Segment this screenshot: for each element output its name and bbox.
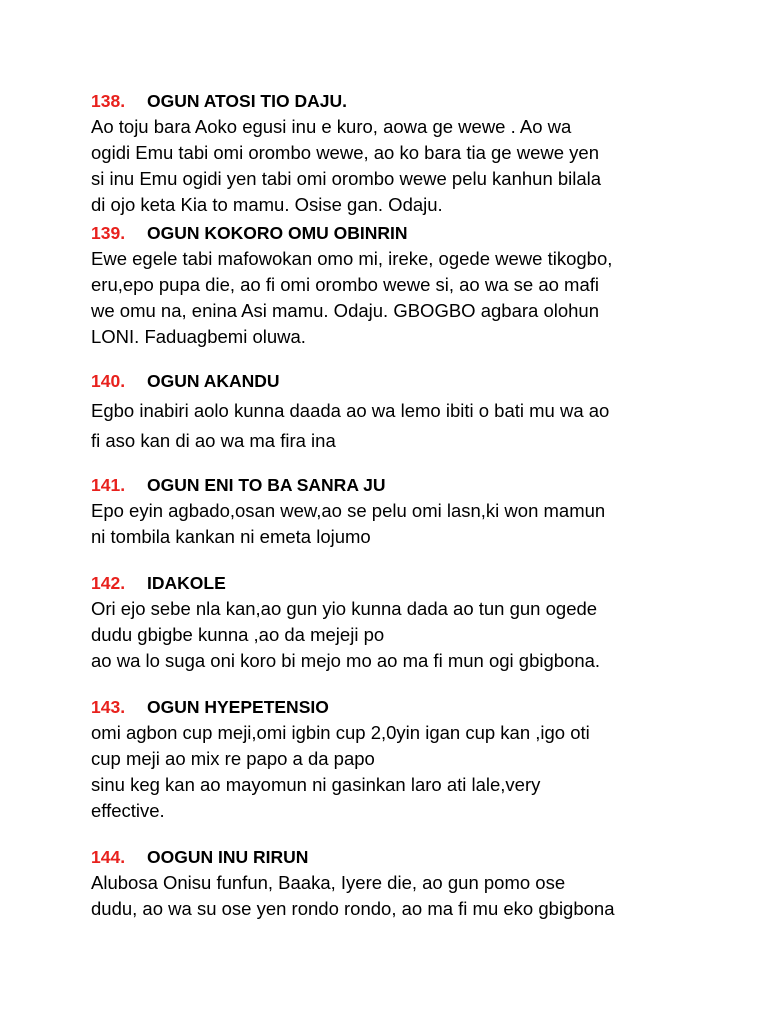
entry-number: 141.: [91, 475, 126, 495]
body-line: Egbo inabiri aolo kunna daada ao wa lemo ibiti o bati mu wa ao: [91, 400, 610, 421]
body-line: di ojo keta Kia to mamu. Osise gan. Odaju.: [91, 194, 443, 215]
body-line: we omu na, enina Asi mamu. Odaju. GBOGBO agbara olohun: [91, 300, 600, 321]
body-line: si inu Emu ogidi yen tabi omi orombo wewe pelu kanhun bilala: [91, 168, 602, 189]
entry-139: [91, 220, 691, 350]
body-line: dudu, ao wa su ose yen rondo rondo, ao ma fi mu eko gbigbona: [91, 898, 615, 919]
document-page: [91, 88, 691, 922]
entry-number: 142.: [91, 573, 126, 593]
body-line: ni tombila kankan ni emeta lojumo: [91, 526, 371, 547]
entry-title: IDAKOLE: [147, 573, 226, 593]
entry-number: 144.: [91, 847, 126, 867]
body-line: Ao toju bara Aoko egusi inu e kuro, aowa ge wewe . Ao wa: [91, 116, 572, 137]
entry-heading: [91, 472, 691, 498]
entry-heading: [91, 844, 691, 870]
entry-title: OGUN ENI TO BA SANRA JU: [147, 475, 386, 495]
entry-143: [91, 694, 691, 824]
entry-title: OGUN HYEPETENSIO: [147, 697, 329, 717]
body-line: dudu gbigbe kunna ,ao da mejeji po: [91, 624, 385, 645]
entry-141: [91, 472, 691, 550]
entry-heading: [91, 694, 691, 720]
entry-number: 140.: [91, 371, 126, 391]
entry-142: [91, 570, 691, 674]
entry-heading: [91, 570, 691, 596]
entry-140: [91, 368, 691, 456]
entry-heading: [91, 88, 691, 114]
entry-title: OGUN KOKORO OMU OBINRIN: [147, 223, 408, 243]
body-line: LONI. Faduagbemi oluwa.: [91, 326, 306, 347]
body-line: ogidi Emu tabi omi orombo wewe, ao ko bara tia ge wewe yen: [91, 142, 599, 163]
body-line: eru,epo pupa die, ao fi omi orombo wewe si, ao wa se ao mafi: [91, 274, 600, 295]
entry-144: [91, 844, 691, 922]
body-line: Ewe egele tabi mafowokan omo mi, ireke, ogede wewe tikogbo,: [91, 248, 613, 269]
body-line: sinu keg kan ao mayomun ni gasinkan laro ati lale,very: [91, 774, 541, 795]
body-line: Alubosa Onisu funfun, Baaka, Iyere die, ao gun pomo ose: [91, 872, 566, 893]
entry-number: 143.: [91, 697, 126, 717]
entry-number: 139.: [91, 223, 126, 243]
body-line: fi aso kan di ao wa ma fira ina: [91, 430, 336, 451]
entry-title: OGUN AKANDU: [147, 371, 280, 391]
entry-138: [91, 88, 691, 218]
entry-heading: [91, 220, 691, 246]
body-line: cup meji ao mix re papo a da papo: [91, 748, 375, 769]
body-line: Ori ejo sebe nla kan,ao gun yio kunna dada ao tun gun ogede: [91, 598, 598, 619]
entry-heading: [91, 368, 691, 394]
body-line: Epo eyin agbado,osan wew,ao se pelu omi lasn,ki won mamun: [91, 500, 606, 521]
entry-title: OGUN ATOSI TIO DAJU.: [147, 91, 347, 111]
entry-title: OOGUN INU RIRUN: [147, 847, 309, 867]
body-line: omi agbon cup meji,omi igbin cup 2,0yin igan cup kan ,igo oti: [91, 722, 590, 743]
body-line: effective.: [91, 800, 165, 821]
entry-number: 138.: [91, 91, 126, 111]
body-line: ao wa lo suga oni koro bi mejo mo ao ma fi mun ogi gbigbona.: [91, 650, 601, 671]
